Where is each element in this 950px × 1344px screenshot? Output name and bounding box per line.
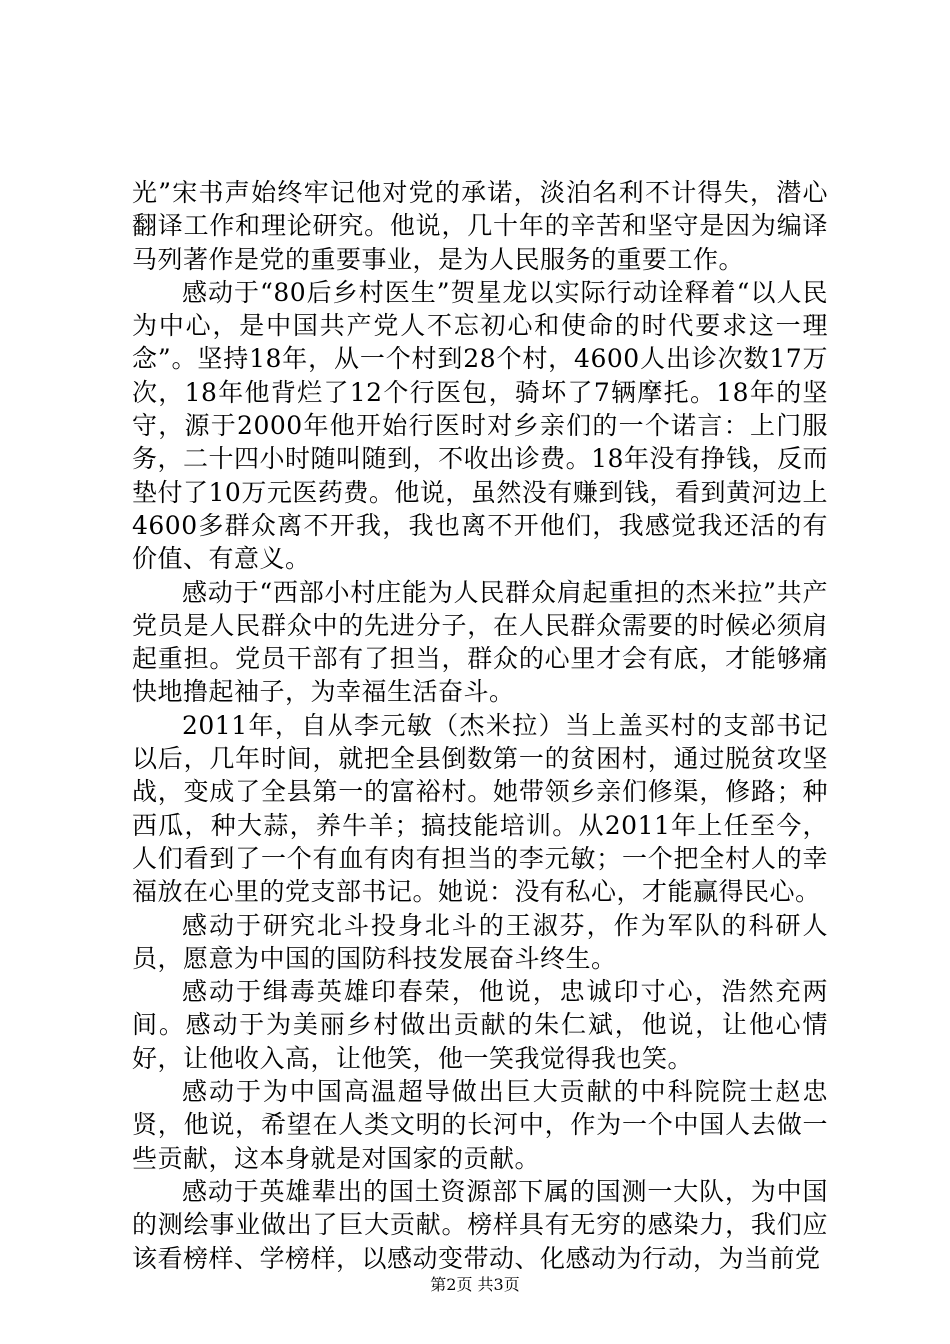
document-body — [132, 176, 828, 1275]
paragraph-yin-chunrong: 感动于缉毒英雄印春荣，他说，忠诚印寸心，浩然充两间。感动于为美丽乡村做出贡献的朱仁斌，他说，让他心情好，让他收入高，让他笑，他一笑我觉得我也笑。 — [132, 977, 828, 1073]
paragraph-li-yuanmin: 2011年，自从李元敏（杰米拉）当上盖买村的支部书记以后，几年时间，就把全县倒数第一的贫困村，通过脱贫攻坚战，变成了全县第一的富裕村。她带领乡亲们修渠，修路；种西瓜，种大蒜，养牛羊；搞技能培训。从2011年上任至今，人们看到了一个有血有肉有担当的李元敏；一个把全村人的幸福放在心里的党支部书记。她说：没有私心，才能赢得民心。 — [132, 710, 828, 907]
page-footer: 第2页 共3页 — [430, 1275, 520, 1294]
paragraph-jamila-intro: 感动于“西部小村庄能为人民群众肩起重担的杰米拉”共产党员是人民群众中的先进分子，在人民群众需要的时候必须肩起重担。党员干部有了担当，群众的心里才会有底，才能够痛快地撸起袖子，为幸福生活奋斗。 — [132, 577, 828, 707]
paragraph-wang-shufen: 感动于研究北斗投身北斗的王淑芬，作为军队的科研人员，愿意为中国的国防科技发展奋斗终生。 — [132, 910, 828, 973]
paragraph-zhao-zhongxian: 感动于为中国高温超导做出巨大贡献的中科院院士赵忠贤，他说，希望在人类文明的长河中，作为一个中国人去做一些贡献，这本身就是对国家的贡献。 — [132, 1077, 828, 1173]
paragraph-continuation: 光”宋书声始终牢记他对党的承诺，淡泊名利不计得失，潜心翻译工作和理论研究。他说，几十年的辛苦和坚守是因为编译马列著作是党的重要事业，是为人民服务的重要工作。 — [132, 178, 828, 274]
paragraph-survey-brigade: 感动于英雄辈出的国土资源部下属的国测一大队，为中国的测绘事业做出了巨大贡献。榜样具有无穷的感染力，我们应该看榜样、学榜样，以感动变带动、化感动为行动，为当前党 — [132, 1176, 828, 1273]
paragraph-he-xinglong: 感动于“80后乡村医生”贺星龙以实际行动诠释着“以人民为中心，是中国共产党人不忘初心和使命的时代要求这一理念”。坚持18年，从一个村到28个村，4600人出诊次数17万次，18年他背烂了12个行医包，骑坏了7辆摩托。18年的坚守，源于2000年他开始行医时对乡亲们的一个诺言：上门服务，二十四小时随叫随到，不收出诊费。18年没有挣钱，反而垫付了10万元医药费。他说，虽然没有赚到钱，看到黄河边上4600多群众离不开我，我也离不开他们，我感觉我还活的有价值、有意义。 — [132, 277, 828, 574]
